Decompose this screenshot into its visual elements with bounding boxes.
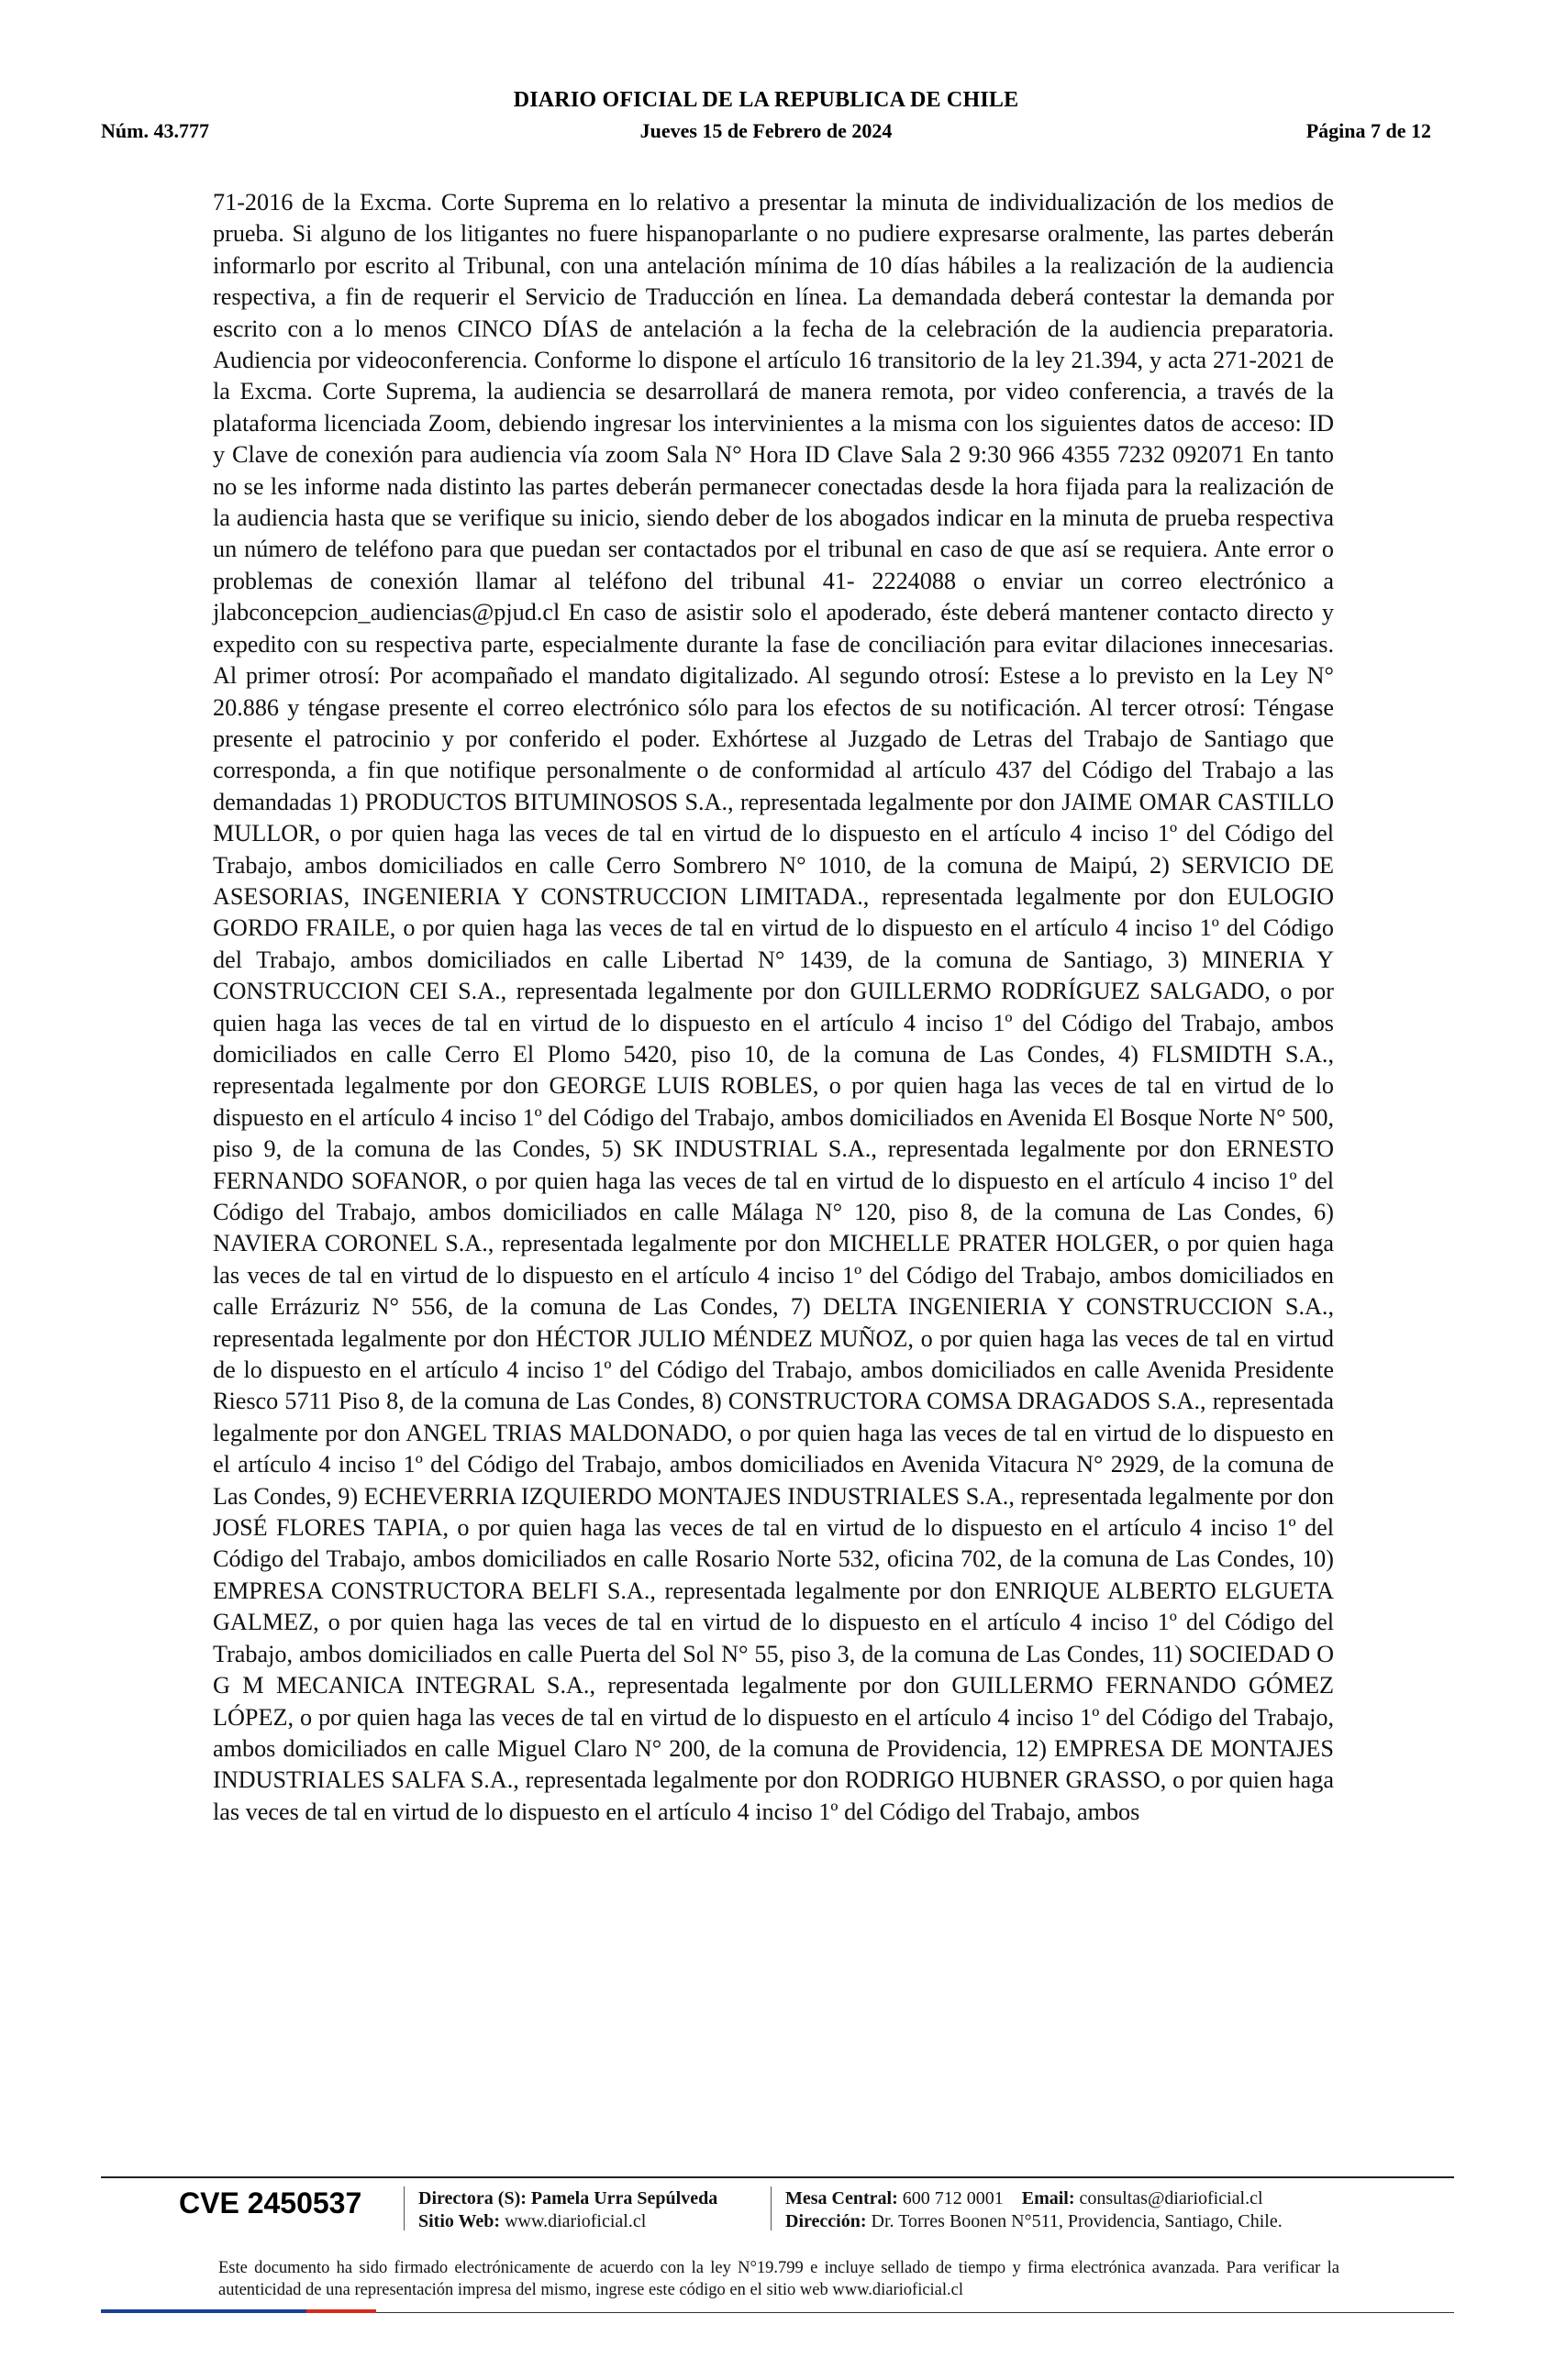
flag-blue-segment bbox=[101, 2309, 306, 2313]
footer-separator bbox=[771, 2186, 772, 2231]
issue-date: Jueves 15 de Febrero de 2024 bbox=[639, 119, 893, 142]
footer-contact-right bbox=[785, 2187, 1283, 2233]
phone-value: 600 712 0001 bbox=[902, 2188, 1004, 2208]
address-value: Dr. Torres Boonen N°511, Providencia, Santiago, Chile. bbox=[871, 2211, 1283, 2231]
body-text: 71-2016 de la Excma. Corte Suprema en lo relativo a presentar la minuta de individualización de los medios de prueba. Si alguno de los litigantes no fuere hispanoparlante o no pudiere expresarse oralmente, las partes deberán informarlo por escrito al Tribunal, con una antelación mínima de 10 días hábiles a la realización de la audiencia respectiva, a fin de requerir el Servicio de Traducción en línea. La demandada deberá contestar la demanda por escrito con a lo menos CINCO DÍAS de antelación a la fecha de la celebración de la audiencia preparatoria. Audiencia por videoconferencia. Conforme lo dispone el artículo 16 transitorio de la ley 21.394, y acta 271-2021 de la Excma. Corte Suprema, la audiencia se desarrollará de manera remota, por video conferencia, a través de la plataforma licenciada Zoom, debiendo ingresar los intervinientes a la misma con los siguientes datos de acceso: ID y Clave de conexión para audiencia vía zoom Sala N° Hora ID Clave Sala 2 9:30 966 4355 7232 092071 En tanto no se les informe nada distinto las partes deberán permanecer conectadas desde la hora fijada para la realización de la audiencia hasta que se verifique su inicio, siendo deber de los abogados indicar en la minuta de prueba respectiva un número de teléfono para que puedan ser contactados por el tribunal en caso de que así se requiera. Ante error o problemas de conexión llamar al teléfono del tribunal 41- 2224088 o enviar un correo electrónico a jlabconcepcion_audiencias@pjud.cl En caso de asistir solo el apoderado, éste deberá mantener contacto directo y expedito con su respectiva parte, especialmente durante la fase de conciliación para evitar dilaciones innecesarias. Al primer otrosí: Por acompañado el mandato digitalizado. Al segundo otrosí: Estese a lo previsto en la Ley N° 20.886 y téngase presente el correo electrónico sólo para los efectos de su notificación. Al tercer otrosí: Téngase presente el patrocinio y por conferido el poder. Exhórtese al Juzgado de Letras del Trabajo de Santiago que corresponda, a fin que notifique personalmente o de conformidad al artículo 437 del Código del Trabajo a las demandadas 1) PRODUCTOS BITUMINOSOS S.A., representada legalmente por don JAIME OMAR CASTILLO MULLOR, o por quien haga las veces de tal en virtud de lo dispuesto en el artículo 4 inciso 1º del Código del Trabajo, ambos domiciliados en calle Cerro Sombrero N° 1010, de la comuna de Maipú, 2) SERVICIO DE ASESORIAS, INGENIERIA Y CONSTRUCCION LIMITADA., representada legalmente por don EULOGIO GORDO FRAILE, o por quien haga las veces de tal en virtud de lo dispuesto en el artículo 4 inciso 1º del Código del Trabajo, ambos domiciliados en calle Libertad N° 1439, de la comuna de Santiago, 3) MINERIA Y CONSTRUCCION CEI S.A., representada legalmente por don GUILLERMO RODRÍGUEZ SALGADO, o por quien haga las veces de tal en virtud de lo dispuesto en el artículo 4 inciso 1º del Código del Trabajo, ambos domiciliados en calle Cerro El Plomo 5420, piso 10, de la comuna de Las Condes, 4) FLSMIDTH S.A., representada legalmente por don GEORGE LUIS ROBLES, o por quien haga las veces de tal en virtud de lo dispuesto en el artículo 4 inciso 1º del Código del Trabajo, ambos domiciliados en Avenida El Bosque Norte N° 500, piso 9, de la comuna de las Condes, 5) SK INDUSTRIAL S.A., representada legalmente por don ERNESTO FERNANDO SOFANOR, o por quien haga las veces de tal en virtud de lo dispuesto en el artículo 4 inciso 1º del Código del Trabajo, ambos domiciliados en calle Málaga N° 120, piso 8, de la comuna de Las Condes, 6) NAVIERA CORONEL S.A., representada legalmente por don MICHELLE PRATER HOLGER, o por quien haga las veces de tal en virtud de lo dispuesto en el artículo 4 inciso 1º del Código del Trabajo, ambos domiciliados en calle Errázuriz N° 556, de la comuna de Las Condes, 7) DELTA INGENIERIA Y CONSTRUCCION S.A., representada legalmente por don HÉCTOR JULIO MÉNDEZ MUÑOZ, o por quien haga las veces de tal en virtud de lo dispuesto en el artículo 4 inciso 1º del Código del Trabajo, ambos domiciliados en calle Avenida Presidente Riesco 5711 Piso 8, de la comuna de Las Condes, 8) CONSTRUCTORA COMSA DRAGADOS S.A., representada legalmente por don ANGEL TRIAS MALDONADO, o por quien haga las veces de tal en virtud de lo dispuesto en el artículo 4 inciso 1º del Código del Trabajo, ambos domiciliados en Avenida Vitacura N° 2929, de la comuna de Las Condes, 9) ECHEVERRIA IZQUIERDO MONTAJES INDUSTRIALES S.A., representada legalmente por don JOSÉ FLORES TAPIA, o por quien haga las veces de tal en virtud de lo dispuesto en el artículo 4 inciso 1º del Código del Trabajo, ambos domiciliados en calle Rosario Norte 532, oficina 702, de la comuna de Las Condes, 10) EMPRESA CONSTRUCTORA BELFI S.A., representada legalmente por don ENRIQUE ALBERTO ELGUETA GALMEZ, o por quien haga las veces de tal en virtud de lo dispuesto en el artículo 4 inciso 1º del Código del Trabajo, ambos domiciliados en calle Puerta del Sol N° 55, piso 3, de la comuna de Las Condes, 11) SOCIEDAD O G M MECANICA INTEGRAL S.A., representada legalmente por don GUILLERMO FERNANDO GÓMEZ LÓPEZ, o por quien haga las veces de tal en virtud de lo dispuesto en el artículo 4 inciso 1º del Código del Trabajo, ambos domiciliados en calle Miguel Claro N° 200, de la comuna de Providencia, 12) EMPRESA DE MONTAJES INDUSTRIALES SALFA S.A., representada legalmente por don RODRIGO HUBNER GRASSO, o por quien haga las veces de tal en virtud de lo dispuesto en el artículo 4 inciso 1º del Código del Trabajo, ambos bbox=[213, 189, 1334, 1825]
cve-code: CVE 2450537 bbox=[179, 2186, 362, 2219]
footer-divider bbox=[101, 2176, 1454, 2178]
director-label: Directora (S): Pamela Urra Sepúlveda bbox=[418, 2188, 718, 2208]
chile-flag-stripe bbox=[101, 2309, 376, 2313]
page-header bbox=[101, 88, 1431, 152]
footer-separator bbox=[404, 2186, 405, 2231]
publication-title: DIARIO OFICIAL DE LA REPUBLICA DE CHILE bbox=[513, 88, 1019, 112]
address-label: Dirección: bbox=[785, 2211, 867, 2231]
signature-disclaimer: Este documento ha sido firmado electrónicamente de acuerdo con la ley N°19.799 e incluye sellado de tiempo y firma electrónica avanzada. Para verificar la autenticidad de una representación impresa del mismo, ingrese este código en el sitio web www.diarioficial.cl bbox=[218, 2259, 1339, 2299]
page-indicator: Página 7 de 12 bbox=[1305, 119, 1431, 142]
bottom-rule bbox=[376, 2312, 1454, 2313]
footer-contact-left bbox=[418, 2187, 717, 2233]
email-link[interactable]: consultas@diarioficial.cl bbox=[1079, 2188, 1263, 2208]
flag-red-segment bbox=[306, 2309, 376, 2313]
website-link[interactable]: www.diarioficial.cl bbox=[505, 2211, 647, 2231]
phone-label: Mesa Central: bbox=[785, 2188, 898, 2208]
email-label: Email: bbox=[1021, 2188, 1075, 2208]
issue-number: Núm. 43.777 bbox=[101, 119, 209, 142]
website-label: Sitio Web: bbox=[418, 2211, 501, 2231]
